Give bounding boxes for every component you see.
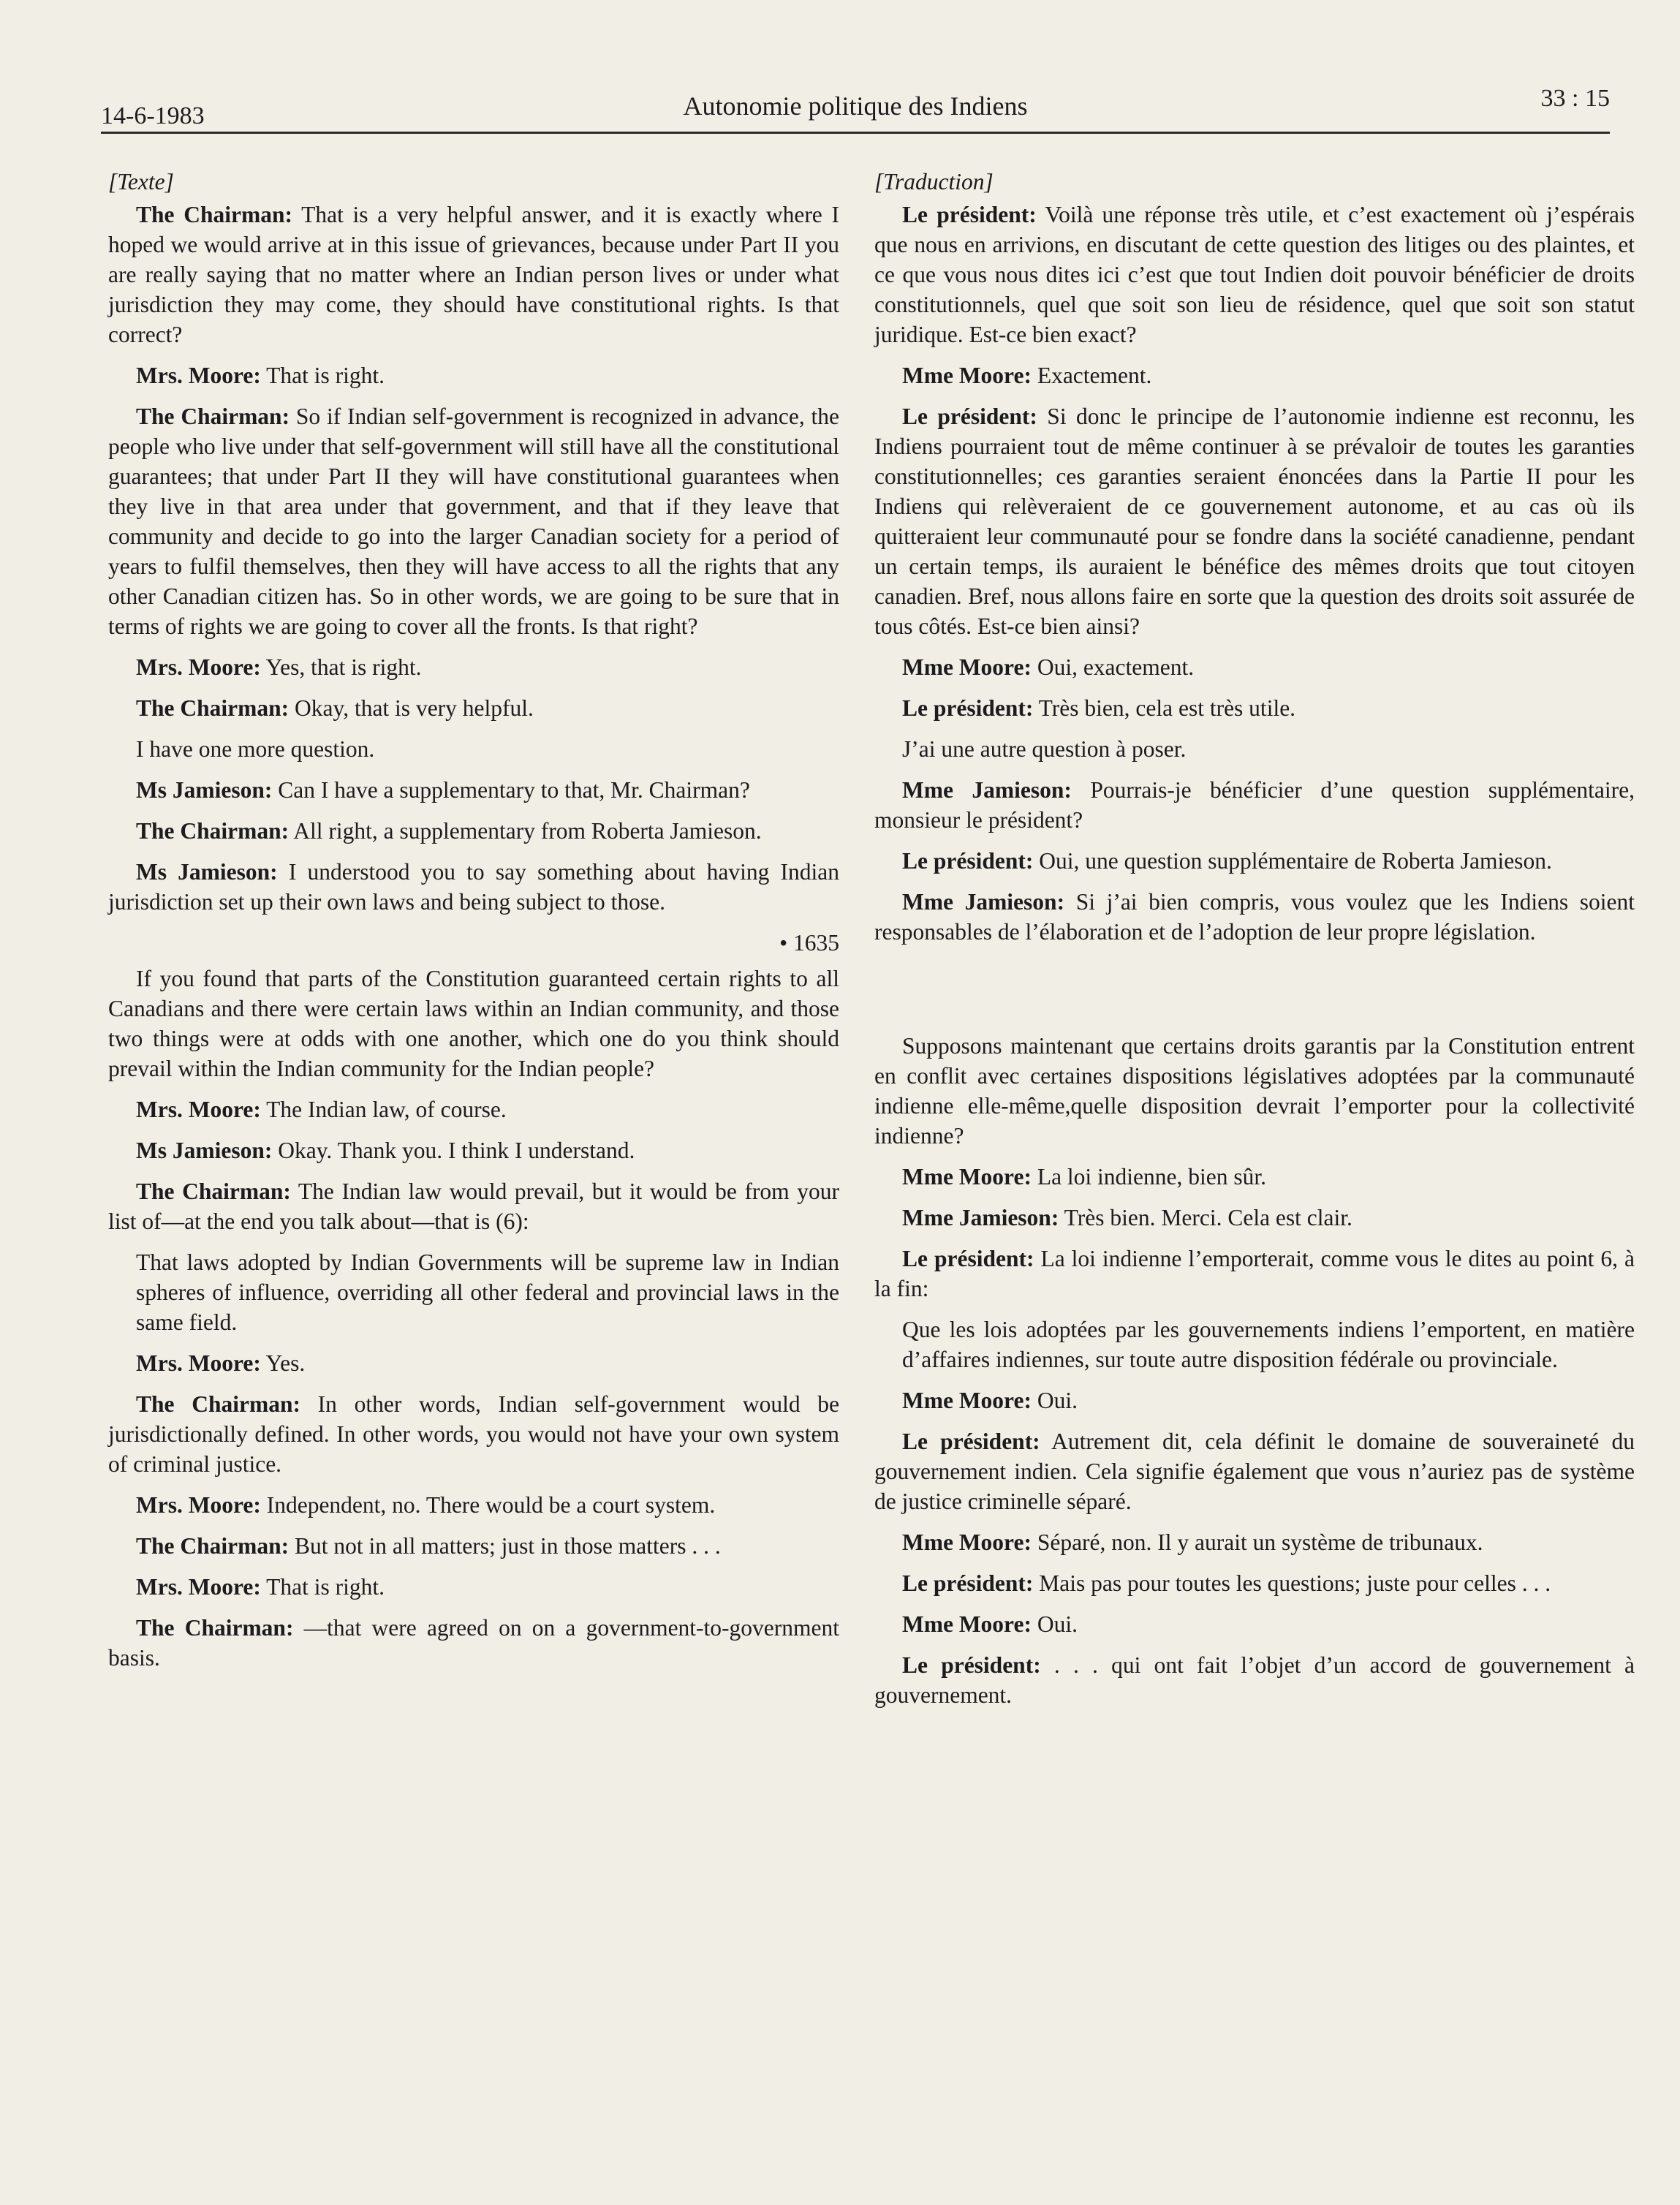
transcript-paragraph (874, 1568, 1635, 1598)
speech-text: Oui. (1037, 1388, 1078, 1413)
page-header (101, 85, 1610, 134)
speaker-name: Le président: (902, 1246, 1034, 1271)
language-tag: [Texte] (108, 169, 174, 194)
speech-text: So if Indian self-government is recognized in advance, the people who live under that self-government will still have all the constitutional guarantees; that under Part II they will have constitutional guarantees when they live in that area under that government, and that if they leave that community and decide to go into the larger Canadian society for a period of years to fulfil themselves, then they will have access to all the rights that any other Canadian citizen has. So in other words, we are going to be sure that in terms of rights we are going to cover all the fronts. Is that right? (108, 404, 839, 639)
transcript-paragraph (874, 693, 1635, 723)
speaker-name: The Chairman: (136, 818, 290, 844)
speech-text: Exactement. (1037, 363, 1152, 388)
header-title: Autonomie politique des Indiens (683, 91, 1028, 121)
speech-text: Très bien, cela est très utile. (1038, 695, 1296, 721)
speaker-name: Le président: (902, 1652, 1041, 1678)
transcript-paragraph (874, 1244, 1635, 1304)
speech-text: Yes. (265, 1350, 306, 1376)
speech-text: La loi indienne, bien sûr. (1037, 1164, 1267, 1190)
transcript-paragraph (108, 1613, 839, 1673)
transcript-paragraph (874, 360, 1635, 390)
speech-text: In other words, Indian self-government would be jurisdictionally defined. In other words, you would not have your own system of criminal justice. (108, 1391, 840, 1477)
transcript-paragraph (108, 652, 839, 682)
speaker-name: Ms Jamieson: (136, 859, 278, 885)
transcript-paragraph (874, 1527, 1635, 1557)
speaker-name: The Chairman: (136, 1533, 290, 1559)
speaker-name: Mrs. Moore: (136, 363, 261, 388)
speech-text: Okay, that is very helpful. (295, 695, 534, 721)
speech-text: Okay. Thank you. I think I understand. (278, 1138, 635, 1163)
speech-text: That is right. (266, 363, 385, 388)
transcript-paragraph (108, 693, 839, 723)
speech-text: Si donc le principe de l’autonomie indienne est reconnu, les Indiens pourraient tout de même continuer à se prévaloir de toutes les garanties constitutionnelles; ces garanties seraient énoncées dans la Partie II pour les Indiens qui relèveraient de ce gouvernement autonome, et au cas où ils quitteraient leur communauté pour se fondre dans la société canadienne, pendant un certain temps, ils auraient le bénéfice des mêmes droits que tout citoyen canadien. Bref, nous allons faire en sorte que la question des droits soit assurée de tous côtés. Est-ce bien ainsi? (874, 404, 1635, 639)
transcript-paragraph (874, 1426, 1635, 1516)
speaker-name: The Chairman: (136, 202, 292, 227)
english-column (108, 167, 839, 1684)
speech-text: Independent, no. There would be a court system. (266, 1492, 716, 1518)
speech-text: All right, a supplementary from Roberta Jamieson. (293, 818, 762, 844)
transcript-paragraph (108, 1135, 839, 1165)
speech-text: . . . qui ont fait l’objet d’un accord de gouvernement à gouvernement. (874, 1652, 1635, 1708)
speech-text: But not in all matters; just in those matters . . . (295, 1533, 721, 1559)
speech-text: The Indian law, of course. (266, 1097, 507, 1122)
transcript-paragraph (108, 857, 839, 917)
transcript-paragraph (874, 1650, 1635, 1710)
transcript-paragraph (874, 1162, 1635, 1192)
speech-text: The Indian law would prevail, but it would be from your list of—at the end you talk about—that is (6): (108, 1179, 840, 1234)
speaker-name: The Chairman: (136, 1179, 291, 1204)
transcript-paragraph (874, 1031, 1635, 1151)
header-page-number: 33 : 15 (1540, 85, 1610, 112)
transcript-paragraph (874, 652, 1635, 682)
transcript-paragraph (108, 775, 839, 805)
speaker-name: Le président: (902, 202, 1037, 227)
speaker-name: The Chairman: (136, 1615, 294, 1641)
speaker-name: Mme Moore: (902, 1164, 1032, 1190)
transcript-paragraph (108, 1490, 839, 1520)
speech-text: Oui, exactement. (1037, 654, 1195, 680)
transcript-paragraph (874, 734, 1635, 764)
header-date: 14-6-1983 (101, 102, 205, 129)
speech-text: La loi indienne l’emporterait, comme vous le dites au point 6, à la fin: (874, 1246, 1635, 1301)
speech-text: Si j’ai bien compris, vous voulez que les Indiens soient responsables de l’élaboration et de l’adoption de leur propre législation. (874, 889, 1635, 945)
speaker-name: Mrs. Moore: (136, 1492, 261, 1518)
speaker-name: Le président: (902, 1429, 1040, 1454)
speaker-name: Mme Jamieson: (902, 777, 1072, 803)
transcript-paragraph (874, 1609, 1635, 1639)
speaker-name: The Chairman: (136, 695, 290, 721)
speaker-name: Le président: (902, 1570, 1034, 1596)
speech-text: I have one more question. (136, 736, 375, 762)
time-marker: • 1635 (779, 930, 839, 956)
speaker-name: Mme Moore: (902, 1611, 1032, 1637)
transcript-paragraph (874, 200, 1635, 349)
column-gap (874, 958, 1635, 1031)
speaker-name: The Chairman: (136, 1391, 300, 1417)
speech-text: Can I have a supplementary to that, Mr. Chairman? (278, 777, 750, 803)
speaker-name: Mrs. Moore: (136, 1574, 261, 1600)
transcript-paragraph (108, 1572, 839, 1602)
speech-text: Séparé, non. Il y aurait un système de tribunaux. (1037, 1529, 1483, 1555)
speech-text: Oui, une question supplémentaire de Roberta Jamieson. (1039, 848, 1552, 874)
transcript-paragraph (108, 734, 839, 764)
speaker-name: Ms Jamieson: (136, 777, 273, 803)
speaker-name: Mme Moore: (902, 363, 1032, 388)
transcript-paragraph (108, 816, 839, 846)
language-tag: [Traduction] (874, 169, 994, 194)
speaker-name: Mme Moore: (902, 1529, 1032, 1555)
speaker-name: Le président: (902, 848, 1034, 874)
speaker-name: Mrs. Moore: (136, 1097, 261, 1122)
speech-text: Oui. (1037, 1611, 1078, 1637)
transcript-paragraph (108, 1389, 839, 1479)
transcript-paragraph (108, 200, 839, 349)
quoted-text: Que les lois adoptées par les gouvernements indiens l’emportent, en matière d’affaires indiennes, sur toute autre disposition fédérale ou provinciale. (902, 1317, 1635, 1372)
transcript-paragraph (874, 1385, 1635, 1415)
speaker-name: Le président: (902, 404, 1037, 429)
speaker-name: Mme Moore: (902, 1388, 1032, 1413)
speech-text: I understood you to say something about having Indian jurisdiction set up their own laws and being subject to those. (108, 859, 839, 915)
transcript-paragraph (874, 401, 1635, 641)
speaker-name: Mme Moore: (902, 654, 1032, 680)
speech-text: If you found that parts of the Constitution guaranteed certain rights to all Canadians and there were certain laws within an Indian community, and those two things were at odds with one another, which one do you think should prevail within the Indian community for the Indian people? (108, 966, 839, 1081)
transcript-paragraph (108, 360, 839, 390)
transcript-paragraph (874, 846, 1635, 876)
transcript-paragraph (108, 1094, 839, 1124)
speaker-name: Mrs. Moore: (136, 1350, 261, 1376)
speaker-name: Ms Jamieson: (136, 1138, 273, 1163)
transcript-paragraph (874, 775, 1635, 835)
speech-text: Mais pas pour toutes les questions; juste pour celles . . . (1039, 1570, 1551, 1596)
speaker-name: Mme Jamieson: (902, 889, 1065, 915)
transcript-paragraph (108, 1531, 839, 1561)
transcript-paragraph (108, 1176, 839, 1236)
speech-text: Très bien. Merci. Cela est clair. (1064, 1205, 1352, 1230)
speech-text: Pourrais-je bénéficier d’une question supplémentaire, monsieur le président? (874, 777, 1635, 833)
speech-text: —that were agreed on on a government-to-government basis. (108, 1615, 839, 1671)
transcript-paragraph (108, 964, 839, 1083)
transcript-paragraph (874, 887, 1635, 947)
speech-text: Voilà une réponse très utile, et c’est exactement où j’espérais que nous en arrivions, en discutant de cette question des litiges ou des plaintes, et ce que vous nous dites ici c’est que tout Indien doit pouvoir bénéficier de droits constitutionnels, quel que soit son lieu de résidence, quel que soit son statut juridique. Est-ce bien exact? (874, 202, 1635, 347)
speaker-name: Le président: (902, 695, 1034, 721)
french-column (874, 167, 1635, 1721)
speech-text: Yes, that is right. (265, 654, 422, 680)
speech-text: That is right. (266, 1574, 385, 1600)
transcript-paragraph (108, 1348, 839, 1378)
speech-text: Autrement dit, cela définit le domaine de souveraineté du gouvernement indien. Cela signifie également que vous n’auriez pas de système de justice criminelle séparé. (874, 1429, 1635, 1514)
speech-text: Supposons maintenant que certains droits garantis par la Constitution entrent en conflit avec certaines dispositions législatives adoptées par la communauté indienne elle-même,quelle disposition devrait l’emporter pour la collectivité indienne? (874, 1033, 1635, 1149)
transcript-paragraph (874, 1203, 1635, 1233)
quoted-text: That laws adopted by Indian Governments will be supreme law in Indian spheres of influence, overriding all other federal and provincial laws in the same field. (136, 1249, 839, 1335)
speech-text: That is a very helpful answer, and it is exactly where I hoped we would arrive at in this issue of grievances, because under Part II you are really saying that no matter where an Indian person lives or under what jurisdiction they may come, they should have constitutional rights. Is that correct? (108, 202, 839, 347)
speaker-name: Mme Jamieson: (902, 1205, 1059, 1230)
transcript-paragraph (108, 401, 839, 641)
speaker-name: Mrs. Moore: (136, 654, 261, 680)
speech-text: J’ai une autre question à poser. (902, 736, 1187, 762)
speaker-name: The Chairman: (136, 404, 290, 429)
